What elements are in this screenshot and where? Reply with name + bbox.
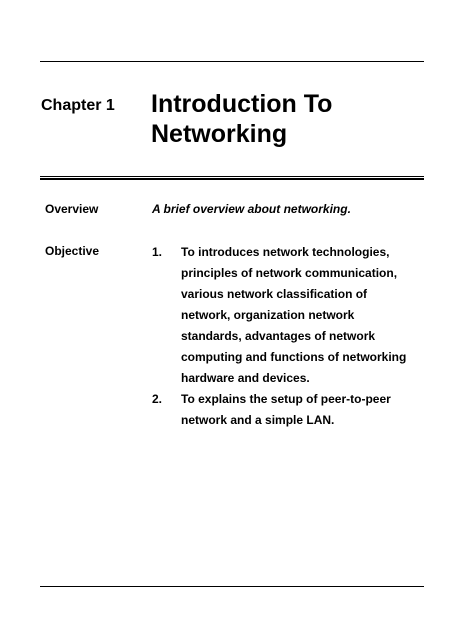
- objective-line: principles of network communication,: [181, 266, 398, 280]
- objective-line: network, organization network: [181, 308, 355, 322]
- bottom-rule: [40, 586, 424, 587]
- objective-number: 2.: [152, 392, 163, 406]
- objective-number: 1.: [152, 245, 163, 259]
- objective-item: [152, 389, 414, 431]
- objective-line: various network classification of: [181, 287, 368, 301]
- overview-text: A brief overview about networking.: [152, 202, 351, 216]
- objective-line: standards, advantages of network: [181, 329, 376, 343]
- objective-line: computing and functions of networking: [181, 350, 407, 364]
- objective-line: network and a simple LAN.: [181, 413, 335, 427]
- chapter-title-line: Networking: [151, 120, 288, 148]
- objective-list: [152, 242, 414, 431]
- overview-label: Overview: [45, 202, 99, 216]
- objective-item: [152, 242, 414, 389]
- objective-text: [181, 242, 406, 389]
- objective-label: Objective: [45, 244, 100, 258]
- objective-text: [181, 389, 391, 431]
- section-rule-lower: [40, 178, 424, 180]
- top-rule: [40, 61, 424, 62]
- objective-line: hardware and devices.: [181, 371, 310, 385]
- objective-line: To introduces network technologies,: [181, 245, 390, 259]
- chapter-title-line: Introduction To: [151, 90, 333, 118]
- chapter-label: Chapter 1: [41, 97, 115, 114]
- objective-line: To explains the setup of peer-to-peer: [181, 392, 391, 406]
- section-rule-upper: [40, 176, 424, 177]
- chapter-title: [151, 89, 421, 149]
